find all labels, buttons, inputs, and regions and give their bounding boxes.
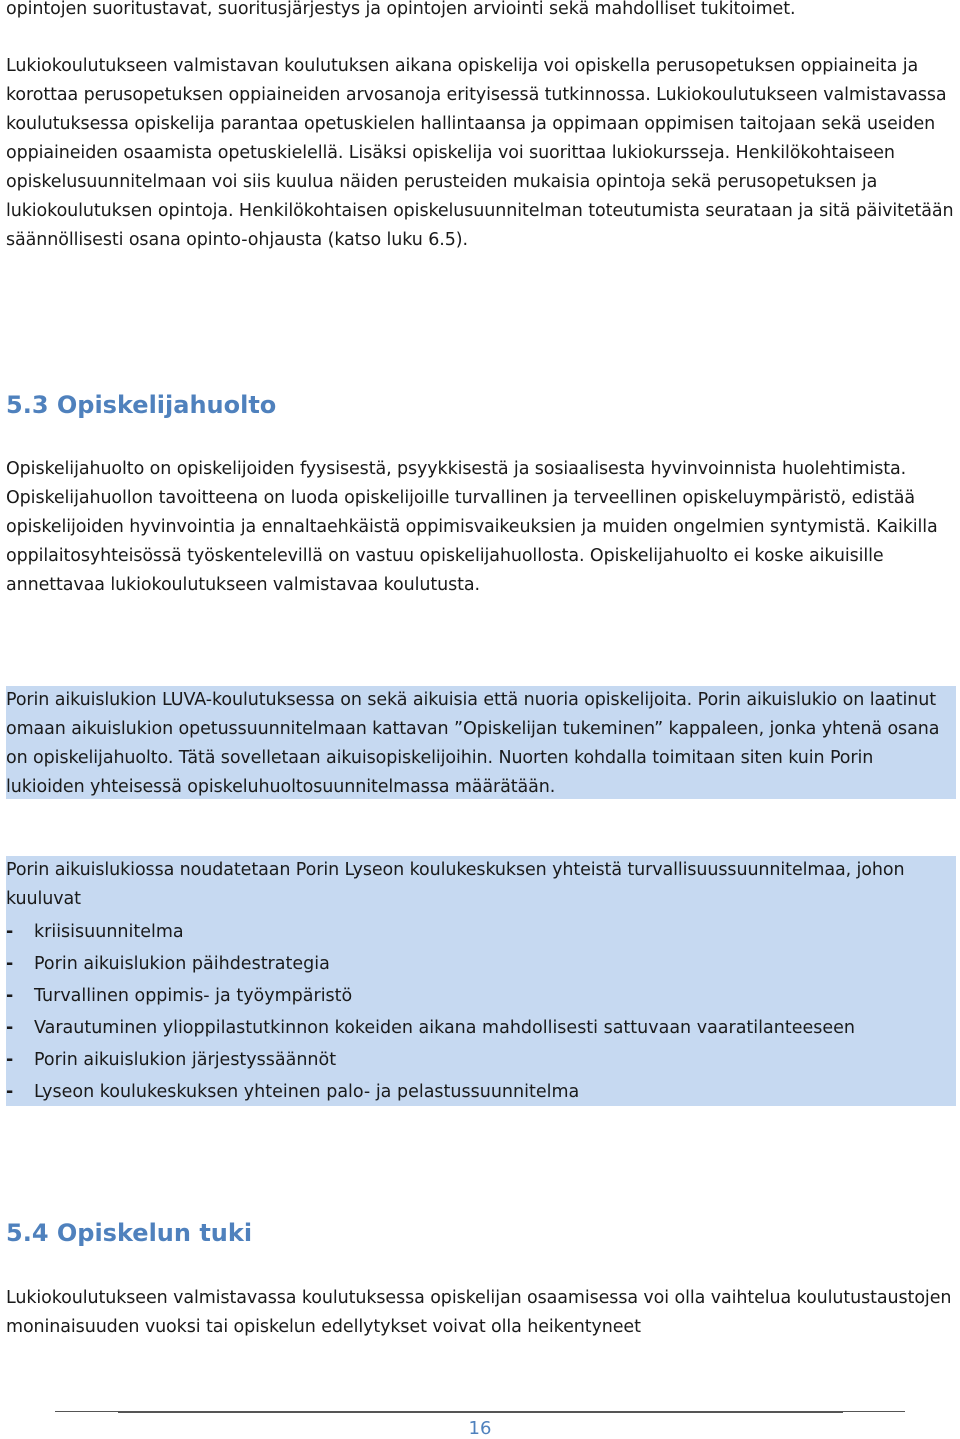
list-item (6, 916, 956, 948)
list-item-text: Lyseon koulukeskuksen yhteinen palo- ja pelastussuunnitelma (34, 1082, 580, 1102)
section-number: 5.4 (6, 1219, 49, 1247)
dash-bullet: - (6, 1050, 14, 1070)
list-item-text: Porin aikuislukion päihdestrategia (34, 954, 330, 974)
list-item (6, 1044, 956, 1076)
highlight-box-porin (6, 686, 956, 799)
dash-bullet: - (6, 1082, 14, 1102)
section-title: Opiskelun tuki (56, 1219, 253, 1247)
list-item-text: kriisisuunnitelma (34, 922, 184, 942)
list-item (6, 980, 956, 1012)
paragraph-porin-luva: Porin aikuislukion LUVA-koulutuksessa on sekä aikuisia että nuoria opiskelijoita. Porin aikuislukio on laatinut omaan aikuislukion opetussuunnitelmaan kattavan ”Opiskelijan tukeminen” kappaleen, jonka yhtenä osana on opiskelijahuolto. Tätä sovelletaan aikuisopiskelijoihin. Nuorten kohdalla toimitaan siten kuin Porin lukioiden yhteisessä opiskeluhuoltosuunnitelmassa määrätään. (6, 690, 940, 797)
paragraph-luva-preparation: Lukiokoulutukseen valmistavan koulutuksen aikana opiskelija voi opiskella perusopetuksen oppiaineita ja korottaa perusopetuksen oppiaineiden arvosanoja erityisessä tutkinnossa. Lukiokoulutukseen valmistavassa koulutuksessa opiskelija parantaa opetuskielen hallintaansa ja oppimaan oppimisen taitojaan sekä useiden oppiaineiden osaamista opetuskielellä. Lisäksi opiskelija voi suorittaa lukiokursseja. Henkilökohtaiseen opiskelusuunnitelmaan voi siis kuulua näiden perusteiden mukaisia opintoja sekä perusopetuksen ja lukiokoulutuksen opintoja. Henkilökohtaisen opiskelusuunnitelman toteutumista seurataan ja sitä päivitetään säännöllisesti osana opinto-ohjausta (katso luku 6.5). (6, 56, 954, 250)
list-item-text: Turvallinen oppimis- ja työympäristö (34, 986, 353, 1006)
paragraph-safety-intro: Porin aikuislukiossa noudatetaan Porin Lyseon koulukeskuksen yhteistä turvallisuussuunnitelmaa, johon kuuluvat (6, 860, 905, 909)
highlight-box-safety-plan (6, 856, 956, 1106)
list-item-text: Porin aikuislukion järjestyssäännöt (34, 1050, 337, 1070)
list-item (6, 1076, 956, 1108)
list-item (6, 948, 956, 980)
section-heading-5-3 (6, 390, 276, 420)
dash-bullet: - (6, 922, 14, 942)
dash-bullet: - (6, 1018, 14, 1038)
list-item-text: Varautuminen ylioppilastutkinnon kokeiden aikana mahdollisesti sattuvaan vaaratilanteeseen (34, 1018, 855, 1038)
safety-plan-list (6, 916, 956, 1108)
paragraph-student-welfare: Opiskelijahuolto on opiskelijoiden fyysisestä, psyykkisestä ja sosiaalisesta hyvinvoinnista huolehtimista. Opiskelijahuollon tavoitteena on luoda opiskelijoille turvallinen ja terveellinen opiskeluympäristö, edistää opiskelijoiden hyvinvointia ja ennaltaehkäistä oppimisvaikeuksien ja muiden ongelmien syntymistä. Kaikilla oppilaitosyhteisössä työskentelevillä on vastuu opiskelijahuollosta. Opiskelijahuolto ei koske aikuisille annettavaa lukiokoulutukseen valmistavaa koulutusta. (6, 459, 938, 595)
section-heading-5-4 (6, 1218, 252, 1248)
list-item (6, 1012, 956, 1044)
dash-bullet: - (6, 986, 14, 1006)
page-number: 16 (468, 1418, 492, 1439)
footer-divider-inner (118, 1412, 843, 1413)
section-title: Opiskelijahuolto (56, 391, 277, 419)
paragraph-intro-tail: opintojen suoritustavat, suoritusjärjestys ja opintojen arviointi sekä mahdolliset tukitoimet. (6, 0, 796, 19)
section-number: 5.3 (6, 391, 49, 419)
paragraph-study-support: Lukiokoulutukseen valmistavassa koulutuksessa opiskelijan osaamisessa voi olla vaihtelua koulutustaustojen moninaisuuden vuoksi tai opiskelun edellytykset voivat olla heikentyneet (6, 1288, 952, 1337)
dash-bullet: - (6, 954, 14, 974)
